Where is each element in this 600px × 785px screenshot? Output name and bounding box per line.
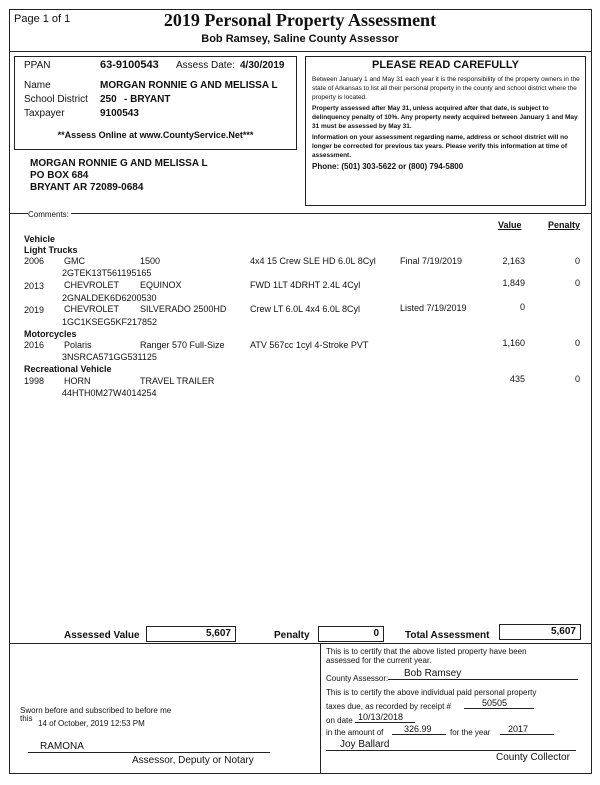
penalty-value: 0: [318, 626, 384, 642]
receipt-line: [464, 708, 534, 709]
comments-label: Comments:: [28, 210, 69, 219]
row-make: HORN: [64, 376, 91, 386]
row-model: 1500: [140, 256, 161, 266]
row-penalty: 0: [574, 338, 580, 348]
sworn-text: Sworn before and subscribed to before me: [20, 706, 172, 715]
section-heading: Recreational Vehicle: [24, 364, 112, 374]
ppan-value: 63-9100543: [100, 59, 159, 71]
page-subtitle: Bob Ramsey, Saline County Assessor: [201, 33, 399, 45]
taxpayer-label: Taxpayer: [24, 108, 65, 119]
row-vin: 3NSRCA571GG531125: [62, 352, 157, 362]
sworn-text: this: [20, 714, 33, 723]
row-desc: 4x4 15 Crew SLE HD 6.0L 8Cyl: [250, 256, 376, 266]
section-heading: Motorcycles: [24, 329, 77, 339]
page-label: Page 1 of 1: [14, 13, 71, 25]
assessor-name: Bob Ramsey: [404, 668, 462, 679]
notice-heading: PLEASE READ CAREFULLY: [372, 59, 519, 71]
address-line: MORGAN RONNIE G AND MELISSA L: [30, 158, 208, 169]
receipt-label: taxes due, as recorded by receipt #: [326, 702, 451, 711]
page-title: 2019 Personal Property Assessment: [163, 10, 437, 30]
school-label: School District: [24, 94, 88, 105]
paid-date-line: [355, 722, 415, 723]
row-penalty: 0: [574, 374, 580, 384]
collector-title: County Collector: [496, 752, 570, 763]
row-value: 1,849: [502, 278, 525, 288]
column-header-penalty: Penalty: [548, 220, 581, 230]
row-vin: 1GC1KSEG5KF217852: [62, 317, 158, 327]
paid-date-label: on date: [326, 716, 353, 725]
row-penalty: 0: [574, 278, 580, 288]
amount-line: [392, 734, 446, 735]
notice-text: Between January 1 and May 31 each year it is the responsibility of the property owners in the state of Arkansas to list all their personal property in the county and school district where the property is located.: [312, 76, 580, 101]
row-make: CHEVROLET: [64, 280, 120, 290]
row-value: 0: [519, 302, 525, 312]
certify-text: This is to certify that the above listed property have been: [326, 647, 527, 656]
notice-phone: Phone: (501) 303-5622 or (800) 794-5800: [312, 162, 464, 171]
row-desc: Crew LT 6.0L 4x4 6.0L 8Cyl: [250, 304, 361, 314]
notice-text: Information on your assessment regarding name, address or school district will no longer be corrected for previous tax years. Please verify this information at time of assessment.: [312, 134, 569, 159]
notary-signature-line: [28, 752, 270, 753]
row-year: 2006: [24, 256, 45, 266]
column-header-value: Value: [498, 220, 522, 230]
notary-name: RAMONA: [40, 741, 84, 752]
row-make: GMC: [64, 256, 85, 266]
row-model: Ranger 570 Full-Size: [140, 340, 225, 350]
divider: [9, 213, 592, 214]
row-status: Listed 7/19/2019: [400, 303, 467, 313]
school-code: 250: [100, 94, 117, 105]
row-vin: 44HTH0M27W4014254: [62, 388, 157, 398]
taxpayer-value: 9100543: [100, 108, 139, 119]
tax-year: 2017: [508, 724, 529, 734]
row-value: 435: [509, 374, 525, 384]
address-line: PO BOX 684: [30, 170, 89, 181]
total-assessment: 5,607: [499, 624, 581, 640]
row-desc: ATV 567cc 1cyl 4-Stroke PVT: [250, 340, 369, 350]
certify-text: assessed for the current year.: [326, 656, 432, 665]
row-value: 1,160: [502, 338, 525, 348]
tax-year-label: for the year: [450, 728, 491, 737]
amount-label: in the amount of: [326, 728, 384, 737]
address-line: BRYANT AR 72089-0684: [30, 182, 144, 193]
divider: [9, 51, 592, 52]
receipt-number: 50505: [482, 698, 508, 708]
row-vin: 2GTEK13T561195165: [62, 268, 152, 278]
row-year: 1998: [24, 376, 45, 386]
assessed-value: 5,607: [146, 626, 236, 642]
collector-name: Joy Ballard: [340, 739, 390, 750]
assessor-label: County Assessor:: [326, 674, 389, 683]
assess-date-label: Assess Date:: [176, 60, 235, 71]
row-year: 2016: [24, 340, 45, 350]
divider: [9, 643, 592, 644]
paid-date: 10/13/2018: [358, 712, 404, 722]
penalty-label: Penalty: [274, 630, 310, 641]
name-value: MORGAN RONNIE G AND MELISSA L: [100, 80, 278, 91]
collector-signature-line: [326, 750, 576, 751]
row-model: SILVERADO 2500HD: [140, 304, 227, 314]
tax-year-line: [500, 734, 554, 735]
name-label: Name: [24, 80, 51, 91]
divider: [320, 643, 321, 774]
notice-text: Property assessed after May 31, unless acquired after that date, is subject to delinquency penalty of 10%. Any property newly acquired between January 1 and May 31 must be assessed by May 31.: [312, 105, 578, 130]
row-value: 2,163: [502, 256, 525, 266]
row-penalty: 0: [574, 256, 580, 266]
row-vin: 2GNALDEK6D6200530: [62, 293, 157, 303]
section-heading: Vehicle: [24, 234, 56, 244]
certify-text: This is to certify the above individual paid personal property: [326, 688, 537, 697]
row-model: EQUINOX: [140, 280, 182, 290]
sworn-date: 14 of October, 2019 12:53 PM: [38, 719, 145, 728]
school-name: - BRYANT: [124, 94, 171, 105]
row-model: TRAVEL TRAILER: [140, 376, 215, 386]
total-assessment-label: Total Assessment: [405, 630, 490, 641]
row-desc: FWD 1LT 4DRHT 2.4L 4Cyl: [250, 280, 361, 290]
row-status: Final 7/19/2019: [400, 256, 463, 266]
notary-title: Assessor, Deputy or Notary: [132, 755, 254, 766]
row-year: 2013: [24, 281, 45, 291]
assess-date-value: 4/30/2019: [240, 60, 285, 71]
online-link[interactable]: **Assess Online at www.CountyService.Net***: [57, 130, 254, 140]
section-heading: Light Trucks: [24, 245, 78, 255]
ppan-label: PPAN: [24, 60, 51, 71]
row-make: CHEVROLET: [64, 304, 120, 314]
paid-amount: 326.99: [404, 724, 432, 734]
assessed-value-label: Assessed Value: [64, 630, 140, 641]
row-make: Polaris: [64, 340, 92, 350]
row-year: 2019: [24, 305, 45, 315]
assessor-signature-line: [388, 679, 578, 680]
